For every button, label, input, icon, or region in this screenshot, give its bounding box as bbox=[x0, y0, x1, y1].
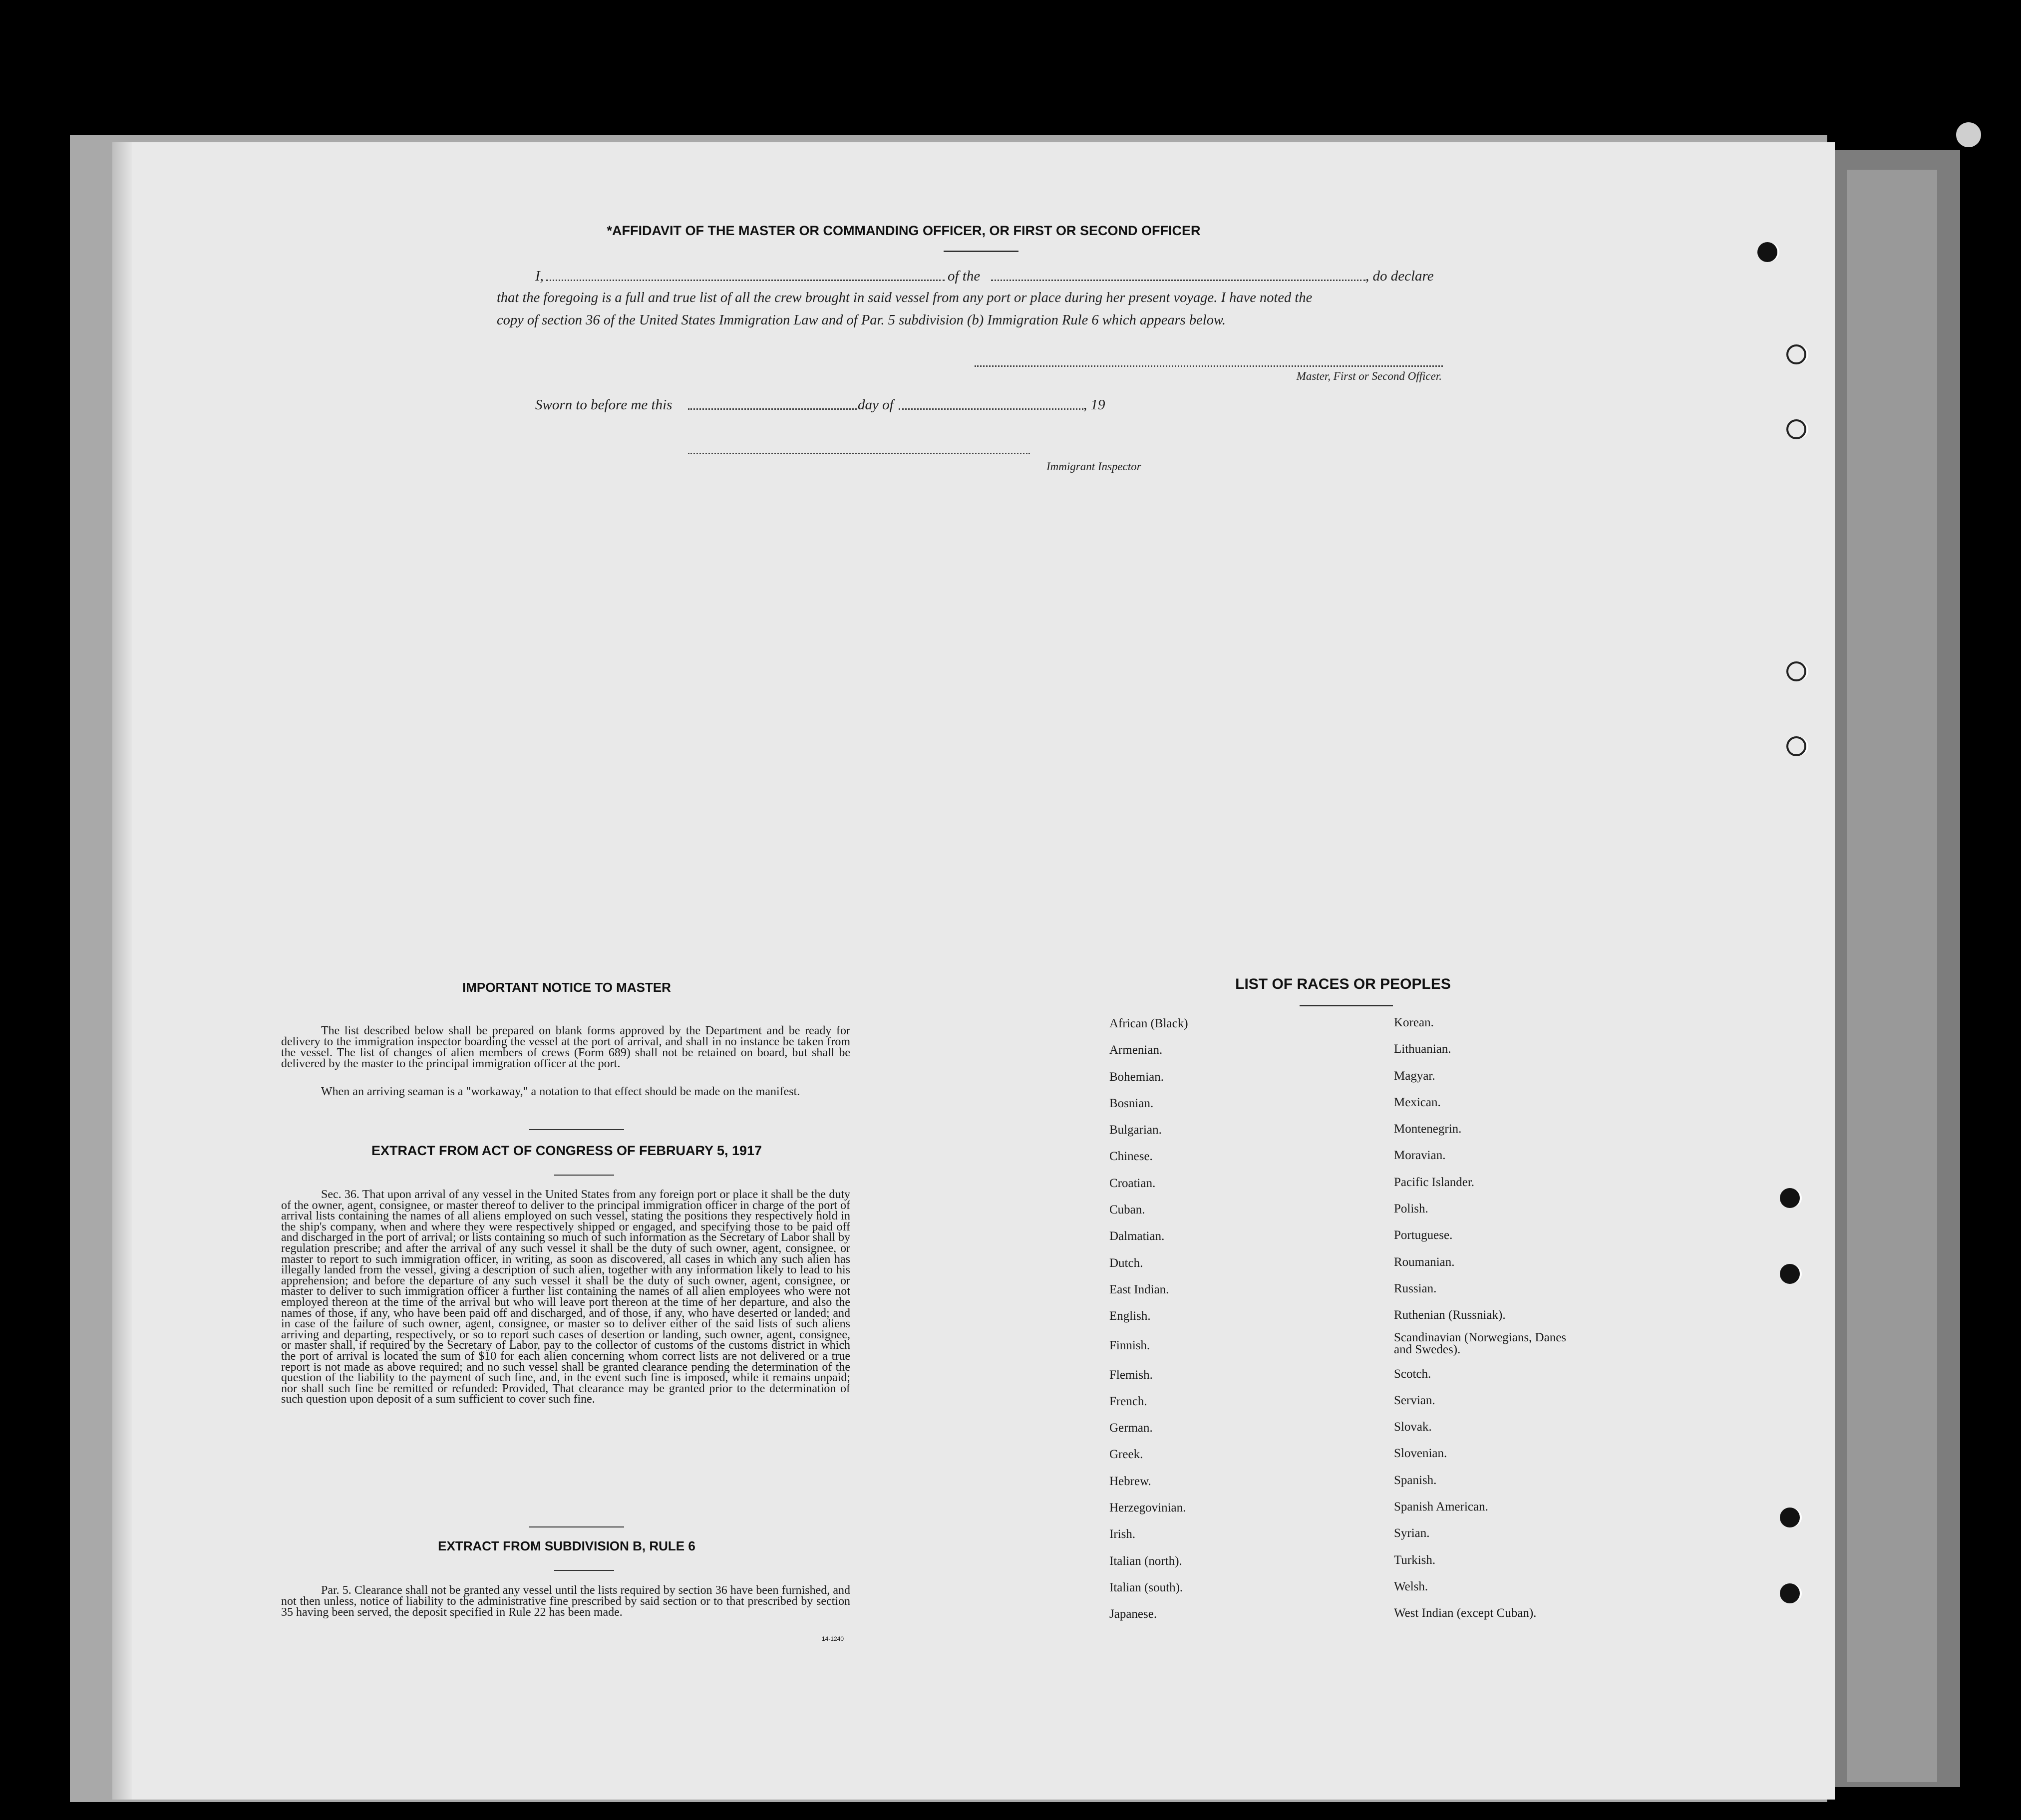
race-item: Bosnian. bbox=[1109, 1096, 1154, 1110]
race-item: Roumanian. bbox=[1394, 1255, 1455, 1269]
race-item: Pacific Islander. bbox=[1394, 1175, 1475, 1189]
races-title-rule bbox=[1300, 1005, 1393, 1006]
race-item: Slovenian. bbox=[1394, 1447, 1447, 1461]
race-item: West Indian (except Cuban). bbox=[1394, 1606, 1537, 1620]
race-item: Portuguese. bbox=[1394, 1228, 1453, 1242]
race-item: Herzegovinian. bbox=[1109, 1501, 1186, 1515]
race-item: Lithuanian. bbox=[1394, 1042, 1451, 1056]
title-rule bbox=[944, 251, 1018, 252]
race-item: Chinese. bbox=[1109, 1150, 1153, 1164]
race-item: Italian (south). bbox=[1109, 1580, 1183, 1594]
race-item: Spanish American. bbox=[1394, 1500, 1488, 1514]
month-blank bbox=[899, 408, 1083, 410]
race-item: Spanish. bbox=[1394, 1473, 1437, 1487]
race-item: German. bbox=[1109, 1421, 1153, 1435]
notice-paragraph-2: When an arriving seaman is a "workaway," a notation to that effect should be made on the manifest. bbox=[321, 1085, 800, 1098]
affidavit-line-2: that the foregoing is a full and true list of all the crew brought in said vessel from any port or place during her present voyage. I have noted the bbox=[497, 290, 1313, 305]
race-item: Cuban. bbox=[1109, 1203, 1145, 1217]
affidavit-line-3: copy of section 36 of the United States Immigration Law and of Par. 5 subdivision (b) Immigration Rule 6 which appears below. bbox=[497, 312, 1226, 328]
race-item: Croatian. bbox=[1109, 1176, 1156, 1190]
section-rule bbox=[554, 1570, 614, 1571]
race-item: Korean. bbox=[1394, 1016, 1434, 1029]
extract-act-title: EXTRACT FROM ACT OF CONGRESS OF FEBRUARY 5, 1917 bbox=[371, 1143, 762, 1158]
binder-hole bbox=[1786, 661, 1806, 681]
race-item: English. bbox=[1109, 1309, 1151, 1323]
race-item: Turkish. bbox=[1394, 1553, 1436, 1567]
notice-paragraph-1: The list described below shall be prepared on blank forms approved by the Department and be ready for delivery to the immigration inspector boarding the vessel at the port of arrival, and shall in no instance be taken from the vessel. The list of changes of alien members of crews (Form 689) shall not be retained on board, but shall be delivered by the master to the principal immigration officer at the port. bbox=[281, 1024, 850, 1070]
race-item: Ruthenian (Russniak). bbox=[1394, 1308, 1506, 1322]
signature-label: Master, First or Second Officer. bbox=[1296, 370, 1442, 382]
race-item: East Indian. bbox=[1109, 1282, 1169, 1296]
affidavit-i-label: I, bbox=[535, 268, 544, 284]
race-item: Greek. bbox=[1109, 1448, 1143, 1462]
inspector-line bbox=[688, 453, 1030, 454]
race-item: Slovak. bbox=[1394, 1420, 1432, 1434]
race-item: Scandinavian (Norwegians, Danes and Swedes). bbox=[1394, 1330, 1567, 1356]
binder-hole bbox=[1780, 1264, 1800, 1284]
affidavit-title: *AFFIDAVIT OF THE MASTER OR COMMANDING OFFICER, OR FIRST OR SECOND OFFICER bbox=[607, 223, 1201, 238]
day-blank bbox=[688, 408, 857, 410]
race-item: Servian. bbox=[1394, 1393, 1435, 1407]
signature-line bbox=[975, 365, 1443, 367]
background-sheet-inner bbox=[1847, 170, 1937, 1782]
races-title: LIST OF RACES OR PEOPLES bbox=[1235, 976, 1451, 992]
form-number: 14-1240 bbox=[822, 1635, 844, 1642]
sworn-label: Sworn to before me this bbox=[535, 397, 673, 413]
races-left-column bbox=[1109, 1010, 1188, 1628]
page-edge bbox=[112, 142, 132, 1800]
race-item: African (Black) bbox=[1109, 1017, 1188, 1030]
races-right-column bbox=[1394, 1009, 1574, 1627]
race-item: Mexican. bbox=[1394, 1095, 1441, 1109]
extract-rule-title: EXTRACT FROM SUBDIVISION B, RULE 6 bbox=[438, 1538, 695, 1553]
race-item: Dutch. bbox=[1109, 1256, 1143, 1270]
race-item: Bohemian. bbox=[1109, 1070, 1164, 1084]
race-item: Irish. bbox=[1109, 1527, 1136, 1541]
binder-hole bbox=[1757, 242, 1777, 262]
section-rule bbox=[554, 1175, 614, 1176]
scan-marker bbox=[1956, 122, 1981, 147]
vessel-blank bbox=[991, 280, 1365, 281]
section-rule bbox=[529, 1129, 624, 1130]
extract-rule-text: Par. 5. Clearance shall not be granted any vessel until the lists required by section 36 have been furnished, and not then unless, notice of liability to the administrative fine prescribed by said section or to that prescribed by section 35 having been served, the deposit specified in Rule 22 has been made. bbox=[281, 1584, 850, 1619]
race-item: Bulgarian. bbox=[1109, 1123, 1162, 1137]
race-item: Finnish. bbox=[1109, 1338, 1150, 1352]
binder-hole bbox=[1786, 344, 1806, 364]
race-item: Syrian. bbox=[1394, 1526, 1430, 1540]
binder-hole bbox=[1780, 1188, 1800, 1208]
race-item: Montenegrin. bbox=[1394, 1122, 1462, 1136]
race-item: Moravian. bbox=[1394, 1149, 1446, 1163]
race-item: Hebrew. bbox=[1109, 1474, 1151, 1488]
inspector-label: Immigrant Inspector bbox=[1046, 460, 1141, 473]
do-declare-label: , do declare bbox=[1365, 268, 1434, 284]
race-item: Flemish. bbox=[1109, 1368, 1153, 1382]
affidavit-of-the-label: of the bbox=[948, 268, 981, 284]
race-item: Magyar. bbox=[1394, 1069, 1435, 1083]
binder-hole bbox=[1786, 419, 1806, 439]
race-item: Russian. bbox=[1394, 1281, 1437, 1295]
binder-hole bbox=[1780, 1508, 1800, 1527]
race-item: Polish. bbox=[1394, 1202, 1428, 1216]
binder-hole bbox=[1780, 1583, 1800, 1603]
day-of-label: day of bbox=[858, 397, 894, 413]
name-blank bbox=[546, 280, 945, 281]
race-item: Armenian. bbox=[1109, 1043, 1163, 1057]
year-label: , 19 bbox=[1083, 397, 1105, 413]
race-item: Japanese. bbox=[1109, 1607, 1157, 1621]
race-item: French. bbox=[1109, 1394, 1147, 1408]
race-item: Dalmatian. bbox=[1109, 1229, 1165, 1243]
race-item: Scotch. bbox=[1394, 1367, 1431, 1381]
section-rule bbox=[529, 1526, 624, 1527]
extract-act-text: Sec. 36. That upon arrival of any vessel in the United States from any foreign port or place it shall be the duty of the owner, agent, consignee, or master thereof to deliver to the principal immigration officer in charge of the port of arrival lists containing the names of all aliens employed on such vessel, stating the positions they respectively hold in the ship's company, when and where they were respectively shipped or engaged, and specifying those to be paid off and discharged in the port of arrival; or lists containing so much of such information as the Secretary of Labor shall by regulation prescribe; and after the arrival of any such vessel it shall be the duty of such owner, agent, consignee, or master to report to such immigration officer, in writing, as soon as discovered, all cases in which any such alien has illegally landed from the vessel, giving a description of such alien, together with any information likely to lead to his apprehension; and before the departure of any such vessel it shall be the duty of such owner, agent, consignee, or master to deliver to such immigration officer a further list containing the names of all alien employees who were not employed thereon at the time of the arrival but who will leave port thereon at the time of her departure, and also the names of those, if any, who have been paid off and discharged, and of those, if any, who have deserted or landed; and in case of the failure of such owner, agent, consignee, or master so to deliver either of the said lists of such aliens arriving and departing, respectively, or so to report such cases of desertion or landing, such owner, agent, consignee, or master shall, if required by the Secretary of Labor, pay to the collector of customs of the customs district in which the port of arrival is located the sum of $10 for each alien concerning whom correct lists are not delivered or a true report is not made as above required; and no such vessel shall be granted clearance pending the determination of the question of the liability to the payment of such fine, and, in the event such fine is imposed, while it remains unpaid; nor shall such fine be remitted or refunded: Provided, That clearance may be granted prior to the determination of such question upon deposit of a sum sufficient to cover such fine. bbox=[281, 1188, 850, 1406]
race-item: Italian (north). bbox=[1109, 1554, 1182, 1568]
race-item: Welsh. bbox=[1394, 1579, 1428, 1593]
notice-title: IMPORTANT NOTICE TO MASTER bbox=[462, 980, 671, 995]
binder-hole bbox=[1786, 736, 1806, 756]
